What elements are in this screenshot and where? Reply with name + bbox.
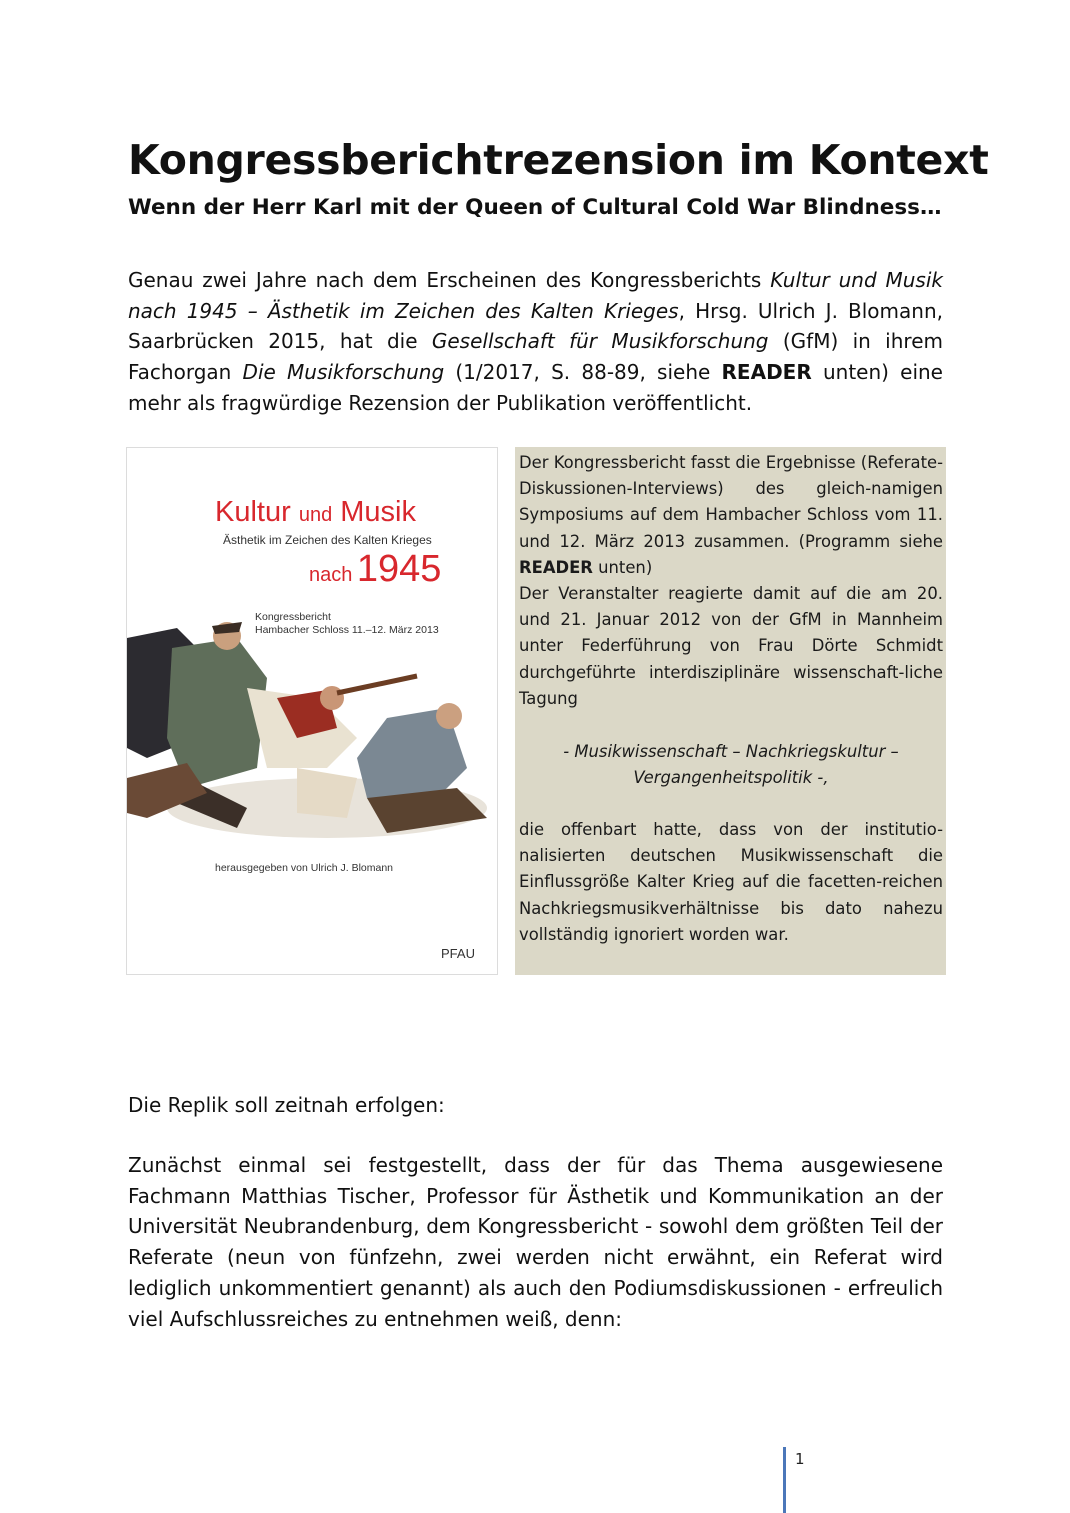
document-subtitle: Wenn der Herr Karl mit der Queen of Cultural Cold War Blindness… xyxy=(128,195,942,220)
sidebox-quote xyxy=(519,739,943,791)
intro-paragraph xyxy=(128,265,943,419)
cover-title-word-3: Musik xyxy=(340,496,416,528)
reader-reference: READER xyxy=(721,360,812,385)
cover-editor: herausgegeben von Ulrich J. Blomann xyxy=(215,862,394,874)
document-title: Kongressberichtrezension im Kontext xyxy=(128,136,989,184)
cover-title-word-1: Kultur xyxy=(215,496,291,528)
cover-subtitle: Ästhetik im Zeichen des Kalten Krieges xyxy=(223,533,432,547)
book-title: Kultur und Musik nach 1945 – Ästhetik im Zeichen des Kalten Krieges xyxy=(128,268,943,323)
replik-paragraph: Die Replik soll zeitnah erfolgen: xyxy=(128,1093,445,1117)
sidebox-s3: Der Veranstalter reagierte damit auf die am 20. und 21. Januar 2012 von der GfM in Mannheim unter Federführung von Frau Dörte Schmidt durchgeführte interdisziplinäre wissenschaft-liche Tagung xyxy=(519,584,943,708)
society-name: Gesellschaft für Musikforschung xyxy=(431,329,769,354)
cover-nach: nach xyxy=(309,564,353,586)
page-number-rule xyxy=(783,1447,786,1513)
cover-year: 1945 xyxy=(356,548,442,590)
book-cover-image xyxy=(126,447,498,975)
sidebox-s2: unten) xyxy=(592,557,653,577)
journal-name: Die Musikforschung xyxy=(242,360,445,385)
sidebox-quote-line-2: Vergangenheitspolitik -, xyxy=(633,768,829,788)
intro-text-4: (1/2017, S. 88-89, siehe xyxy=(444,360,722,385)
page-number: 1 xyxy=(795,1450,805,1468)
intro-text-1: Genau zwei Jahre nach dem Erscheinen des Kongressberichts xyxy=(128,268,771,292)
cover-title xyxy=(215,496,416,529)
cover-painting-illustration xyxy=(127,618,498,848)
intro-text-2: , Hrsg. Ulrich J. Blomann, Saarbrücken 2015, hat die xyxy=(128,298,943,354)
sidebox-text-2: die offenbart hatte, dass von der institutio-nalisierten deutschen Musikwissenschaft die Einflussgröße Kalter Krieg auf die facetten-reichen Nachkriegsmusikverhältnisse bis dato nahezu vollständig ignoriert worden war. xyxy=(519,820,943,944)
sidebox-reader-reference: READER xyxy=(519,557,593,577)
cover-title-word-2: und xyxy=(298,504,333,526)
sidebar-info-box xyxy=(515,447,946,975)
cover-year-line xyxy=(309,548,441,591)
body-paragraph: Zunächst einmal sei festgestellt, dass der für das Thema ausgewiesene Fachmann Matthias Tischer, Professor für Ästhetik und Kommunikation an der Universität Neubrandenburg, dem Kongressbericht - sowohl dem größten Teil der Referate (neun von fünfzehn, zwei werden nicht erwähnt, ein Referat wird lediglich unkommentiert genannt) als auch den Podiumsdiskussionen - erfreulich viel Aufschlussreiches zu entnehmen weiß, denn: xyxy=(128,1153,943,1331)
intro-text-3: (GfM) in ihrem Fachorgan xyxy=(128,329,943,385)
sidebox-text-1 xyxy=(519,450,943,712)
sidebox-quote-line-1: - Musikwissenschaft – Nachkriegskultur – xyxy=(563,742,899,761)
cover-info: Kongressbericht Hambacher Schloss 11.–12. März 2013 xyxy=(255,611,439,636)
cover-publisher: PFAU xyxy=(441,946,475,961)
sidebox-s1: Der Kongressbericht fasst die Ergebnisse (Referate-Diskussionen-Interviews) des gleich-namigen Symposiums auf dem Hambacher Schloss vom 11. und 12. März 2013 zusammen. (Programm siehe xyxy=(519,453,943,551)
intro-text-5: unten) eine mehr als fragwürdige Rezension der Publikation veröffentlicht. xyxy=(128,360,943,415)
